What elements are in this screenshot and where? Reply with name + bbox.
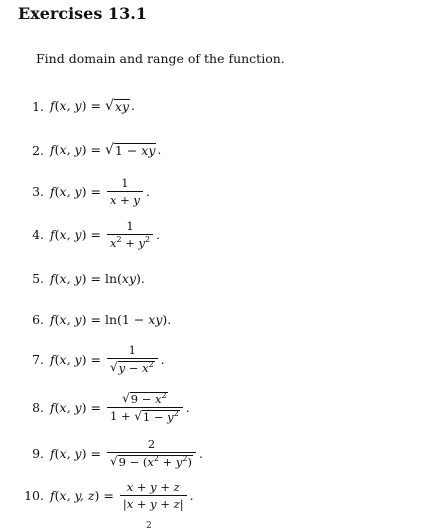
exercise-5 bbox=[22, 271, 145, 286]
formula: f ( x, y ) = 1 √ $y - x^2$ . bbox=[50, 343, 165, 375]
exercise-8 bbox=[22, 391, 190, 424]
exercise-6 bbox=[22, 312, 171, 327]
formula: f(x, y) = ln(1 − xy). bbox=[50, 312, 172, 327]
exercise-7 bbox=[22, 343, 165, 375]
exercise-number: 3. bbox=[32, 184, 44, 199]
formula: f(x, y) = ln(xy). bbox=[50, 271, 145, 286]
exercise-3 bbox=[22, 176, 150, 207]
exercise-number: 5. bbox=[32, 271, 44, 286]
formula: f ( x, y ) = 2 √ $9 - (x^2 + y^2)$ . bbox=[50, 437, 203, 469]
exercise-number: 8. bbox=[32, 400, 44, 416]
formula: f ( x, y ) = √ $9 - x^2$ 1 + √ $1 - y^2$ . bbox=[50, 391, 190, 425]
exercise-10 bbox=[22, 480, 194, 511]
exercise-number: 6. bbox=[32, 312, 44, 327]
formula: f(x, y) = √ xy . bbox=[50, 98, 135, 114]
exercise-4 bbox=[22, 219, 160, 250]
exercise-9 bbox=[22, 437, 203, 469]
exercise-number: 10. bbox=[24, 488, 44, 503]
instruction-text: Find domain and range of the function. bbox=[36, 51, 285, 66]
page-number: 2 bbox=[146, 521, 152, 531]
exercise-2 bbox=[22, 142, 161, 158]
exercise-number: 4. bbox=[32, 227, 44, 242]
formula: f ( x, y ) = $\frac{1}{x^2 + y^2}$ . bbox=[50, 219, 161, 250]
formula: f ( x, y, z ) = $\frac{x + y + z}{|x + y + z|}$ . bbox=[50, 480, 194, 511]
exercise-number: 9. bbox=[32, 445, 44, 461]
exercise-number: 7. bbox=[32, 351, 44, 367]
formula: f ( x, y ) = $\frac{1}{x + y}$ . bbox=[50, 176, 150, 207]
exercise-number: 1. bbox=[32, 98, 44, 114]
exercise-number: 2. bbox=[32, 142, 44, 158]
exercise-1 bbox=[22, 98, 135, 114]
page-title: Exercises 13.1 bbox=[18, 4, 147, 23]
formula: f(x, y) = √ 1 − xy . bbox=[50, 142, 162, 158]
